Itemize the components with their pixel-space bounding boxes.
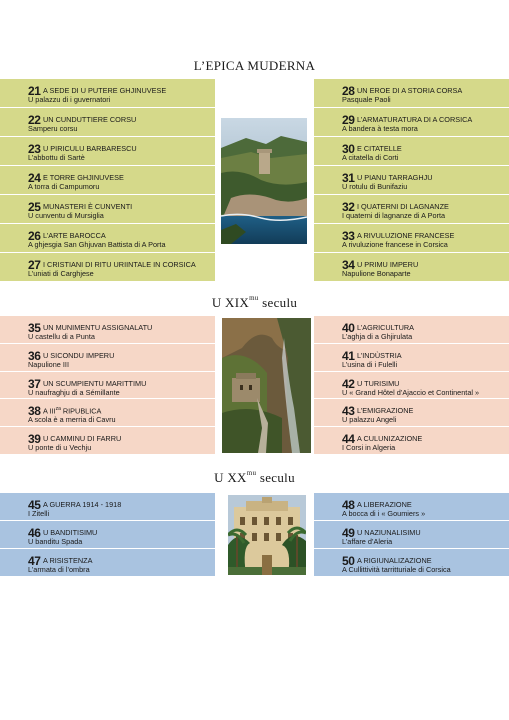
toc-entry[interactable] [0,195,215,224]
entry-number: 32 [342,200,355,214]
entry-heading-text: U SICONDU IMPERU [43,350,115,360]
entry-number: 34 [342,258,355,272]
entry-heading-text: U NAZIUNALISIMU [357,528,421,537]
entry-subtitle: A citatella di Corti [342,153,399,162]
toc-entry[interactable] [314,224,509,253]
entry-heading-rest: RIPUBLICA [60,406,102,416]
entry-number: 28 [342,84,355,98]
entry-number: 36 [28,348,41,363]
section-title-xix [0,295,509,311]
entry-heading-text: A RIVULUZIONE FRANCESE [357,231,455,240]
entry-number: 46 [28,526,41,540]
entry-heading-text: L’ARMATURATURA DI A CORSICA [357,115,473,124]
entry-heading [43,231,106,240]
entry-heading [43,202,132,211]
entry-number: 50 [342,554,355,568]
toc-entry[interactable] [314,521,509,549]
entry-number: 39 [28,432,41,447]
entry-heading [357,434,422,443]
entry-number: 35 [28,321,41,335]
photo-castle-gorge [222,318,311,453]
entry-number: 29 [342,113,355,127]
tower-photo-illustration [221,118,307,244]
entry-heading [43,260,196,269]
entry-heading-text: A LIBERAZIONE [357,500,412,509]
entry-subtitle: A Cullittività tarritturiale di Corsica [342,565,451,574]
entry-number: 30 [342,142,355,156]
entry-number: 23 [28,142,41,156]
section-title-text: L’EPICA MUDERNA [193,58,316,73]
entry-number: 22 [28,113,41,127]
entry-heading-text: I QUATERNI DI LAGNANZE [357,202,449,211]
toc-entry[interactable] [0,493,215,521]
toc-entry[interactable] [314,493,509,521]
section-title-rest: seculu [259,470,295,485]
entry-heading-text: I CRISTIANI DI RITU URIINTALE IN CORSICA [43,260,196,269]
entry-heading-text: A RISISTENZA [43,556,93,565]
entry-subtitle: L’affare d’Aleria [342,537,393,546]
entry-heading [43,86,166,95]
toc-entry[interactable] [0,372,215,400]
toc-entry[interactable] [314,137,509,166]
toc-entry[interactable] [0,79,215,108]
entry-number: 41 [342,348,355,363]
entry-heading-text: U PIRICULU BARBARESCU [43,144,137,153]
entry-number: 42 [342,376,355,391]
entry-subtitle: I Corsi in Algeria [342,443,396,453]
entry-heading-text: U PRIMU IMPERU [357,260,419,269]
toc-entry[interactable] [314,166,509,195]
entry-heading-sup: za [55,406,61,413]
entry-subtitle: L’abbottu di Sartè [28,153,85,162]
section-title-sup: mu [246,469,257,477]
entry-subtitle: A bandera à testa mora [342,124,418,133]
entry-heading [357,500,412,509]
toc-entry[interactable] [0,137,215,166]
toc-entry[interactable] [314,372,509,400]
section-title-sup: mu [249,294,259,302]
section-title-rest: seculu [262,295,298,310]
toc-entry[interactable] [0,549,215,577]
entry-heading-text: A GUERRA 1914 - 1918 [43,500,122,509]
entry-subtitle: I quaterni di lagnanze di A Porta [342,211,446,220]
toc-entry[interactable] [314,399,509,427]
entry-number: 43 [342,404,355,419]
toc-entry[interactable] [314,316,509,344]
entry-heading-text: A RIGIUNALIZAZIONE [357,556,432,565]
entry-heading [43,528,97,537]
toc-entry[interactable] [0,521,215,549]
entry-heading [43,379,146,388]
toc-entry[interactable] [0,399,215,427]
entry-heading-text: UN SCUMPIENTU MARITTIMU [43,378,147,388]
castle-photo-illustration [222,318,311,453]
section-title-epica [0,58,509,74]
entry-heading-text: U CAMMINU DI FARRU [43,434,122,444]
entry-number: 21 [28,84,41,98]
entry-heading [357,351,402,360]
entry-subtitle: U palazzu di i guvernatori [28,95,111,104]
entry-heading [357,173,433,182]
toc-entry[interactable] [0,108,215,137]
entry-subtitle: A bocca di i « Goumiers » [342,509,426,518]
entry-subtitle: A scola è a merria di Cavru [28,415,116,425]
section-title-xx [0,470,509,486]
entry-subtitle: U ponte di u Vechju [28,443,92,453]
entry-heading [43,500,121,509]
entry-subtitle: A ghjesgia San Ghjuvan Battista di A Porta [28,240,166,249]
entry-heading [43,323,152,332]
entry-subtitle: U banditu Spada [28,537,83,546]
entry-subtitle: Pasquale Paoli [342,95,391,104]
entry-subtitle: U palazzu Angeli [342,415,397,425]
entry-heading [43,406,101,415]
entry-heading [43,351,114,360]
entry-number: 33 [342,229,355,243]
entry-heading-text: UN CUNDUTTIERE CORSU [43,115,137,124]
photo-palace-palms [228,495,306,575]
entry-subtitle: Napulione Bonaparte [342,269,411,278]
entry-heading-text: A III [43,406,56,416]
toc-entry[interactable] [0,166,215,195]
entry-heading [357,323,414,332]
entry-heading-text: E TORRE GHJINUVESE [43,173,124,182]
entry-heading-text: E CITATELLE [357,144,402,153]
toc-entry[interactable] [314,549,509,577]
entry-subtitle: I Zitelli [28,509,50,518]
toc-entry[interactable] [0,253,215,282]
entry-heading-text: UN MUNIMENTU ASSIGNALATU [43,323,153,332]
toc-entry[interactable] [314,427,509,455]
entry-heading-text: A CULUNIZAZIONE [357,434,423,444]
entry-heading [357,556,432,565]
section-title-text: U XIX [211,295,250,310]
entry-heading-text: L’ARTE BAROCCA [43,231,106,240]
entry-heading-text: U PIANU TARRAGHJU [357,173,433,182]
entry-heading-text: L’AGRICULTURA [357,323,415,332]
entry-subtitle: L’aghja di a Ghjirulata [342,332,413,341]
entry-heading [357,115,472,124]
entry-heading-text: MUNASTERI È CUNVENTI [43,202,133,211]
entry-number: 24 [28,171,41,185]
entry-heading [43,173,124,182]
entry-heading-text: A SEDE DI U PUTERE GHJINUVESE [43,86,167,95]
entry-number: 37 [28,376,41,391]
entry-heading [357,528,421,537]
entry-subtitle: A torra di Campumoru [28,182,100,191]
entry-heading [357,379,399,388]
entry-number: 40 [342,321,355,335]
entry-number: 48 [342,498,355,512]
entry-subtitle: U « Grand Hôtel d’Ajaccio et Continental » [342,387,480,397]
entry-heading [357,406,413,415]
entry-heading-text: UN EROE DI A STORIA CORSA [357,86,463,95]
entry-heading-text: U TURISIMU [357,378,400,388]
entry-subtitle: U castellu di a Punta [28,332,95,341]
entry-number: 44 [342,432,355,447]
entry-heading [357,231,454,240]
toc-entry[interactable] [314,344,509,372]
entry-number: 38 [28,404,41,419]
entry-heading [357,260,418,269]
entry-heading-text: L’INDÙSTRIA [357,350,402,360]
entry-heading [357,86,462,95]
toc-entry[interactable] [0,316,215,344]
entry-number: 45 [28,498,41,512]
entry-number: 49 [342,526,355,540]
entry-subtitle: L’usina di i Fulelli [342,359,398,369]
toc-entry[interactable] [0,224,215,253]
toc-entry[interactable] [314,79,509,108]
palace-photo-illustration [228,495,306,575]
entry-subtitle: U rotulu di Bunifaziu [342,182,408,191]
entry-subtitle: U naufraghju di a Sémillante [28,387,120,397]
entry-heading [43,144,137,153]
photo-tower-coast [221,118,307,244]
toc-entry[interactable] [0,344,215,372]
toc-entry[interactable] [314,108,509,137]
entry-subtitle: L’uniati di Carghjese [28,269,94,278]
entry-subtitle: A rivuluzione francese in Corsica [342,240,448,249]
entry-number: 31 [342,171,355,185]
entry-subtitle: Napulione III [28,359,69,369]
entry-subtitle: Samperu corsu [28,124,78,133]
entry-subtitle: L’armata di l’ombra [28,565,90,574]
toc-entry[interactable] [314,253,509,282]
entry-heading [43,115,136,124]
entry-heading-text: L’EMIGRAZIONE [357,406,414,416]
section-title-text: U XX [214,470,247,485]
toc-entry[interactable] [0,427,215,455]
entry-number: 26 [28,229,41,243]
entry-heading [43,556,92,565]
entry-heading [43,434,121,443]
entry-heading-text: U BANDITISIMU [43,528,98,537]
entry-number: 25 [28,200,41,214]
entry-heading [357,202,449,211]
entry-heading [357,144,402,153]
entry-number: 27 [28,258,41,272]
entry-number: 47 [28,554,41,568]
entry-subtitle: U cunventu di Mursiglia [28,211,104,220]
toc-entry[interactable] [314,195,509,224]
